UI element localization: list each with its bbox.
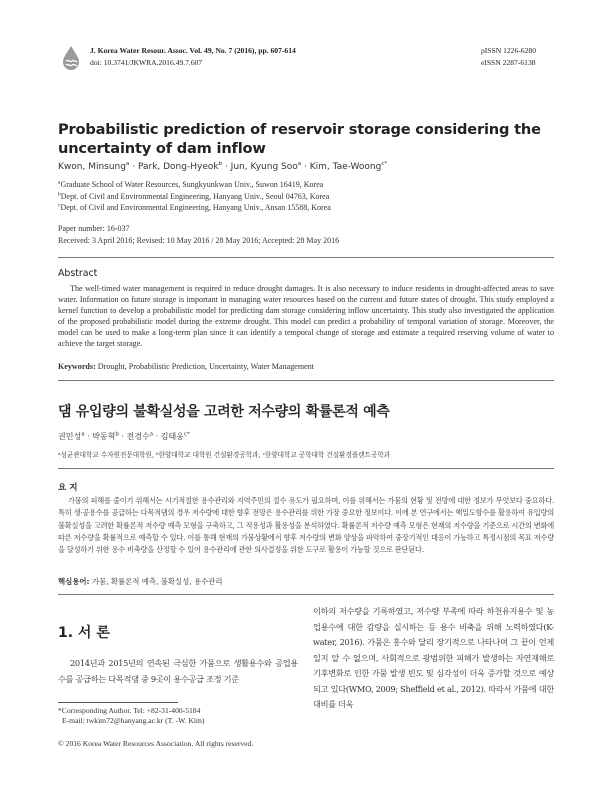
korean-keywords-text: 가뭄, 확률론적 예측, 불확실성, 용수관리 xyxy=(89,577,223,586)
eissn: eISSN 2287-6138 xyxy=(480,58,536,67)
paper-info xyxy=(58,223,339,246)
affiliation-a xyxy=(58,179,331,191)
affiliation-b xyxy=(58,191,331,203)
korean-abstract-heading: 요 지 xyxy=(58,483,78,493)
journal-logo-icon xyxy=(60,44,82,72)
section-1-heading: 1. 서 론 xyxy=(58,625,110,641)
korean-title: 댐 유입량의 불확실성을 고려한 저수량의 확률론적 예측 xyxy=(58,404,390,420)
author-4-sup: c* xyxy=(381,161,388,167)
copyright: © 2016 Korea Water Resources Association. All rights reserved. xyxy=(58,739,254,748)
korean-author-2-sup: b xyxy=(115,431,119,438)
author-1-sup: a xyxy=(125,161,130,167)
keywords-text: Drought, Probabilistic Prediction, Uncertainty, Water Management xyxy=(95,362,315,371)
affiliation-a-text: Graduate School of Water Resources, Sungkyunkwan Univ., Suwon 16419, Korea xyxy=(60,180,324,189)
section-1-right-column: 이하의 저수량을 기록하였고, 저수량 부족에 따라 하천유지용수 및 농업용수에 대한 감량을 실시하는 등 용수 비축을 위해 노력하였다(K-water, 2016). 가뭄은 홍수와 달리 장기적으로 나타나며 그 끝이 언제일지 알 수 없으며, 사회적으로 광범위한 피해가 발생하는 자연재해로 기후변화로 인한 가뭄 발생 빈도 및 심각성이 더욱 증가할 것으로 예상되고 있다(WMO, 2009; Sheffield et al., 2012). 따라서 가뭄에 대한 대비를 더욱 xyxy=(313,606,554,709)
korean-author-4[interactable]: 김태웅 xyxy=(160,432,184,441)
affiliation-c-text: Dept. of Civil and Environmental Engineering, Hanyang Univ., Ansan 15588, Korea xyxy=(60,203,331,212)
author-4[interactable]: Kim, Tae-Woong xyxy=(309,162,382,172)
author-3-sup: a xyxy=(297,161,302,167)
journal-header xyxy=(90,45,296,69)
author-1[interactable]: Kwon, Minsung xyxy=(58,162,126,172)
footnote-contact: *Corresponding Author. Tel: +82-31-400-5184 xyxy=(58,706,201,715)
author-list: Kwon, Minsung$^a$ · Park, Dong-Hyeok$^b$ · Jun, Kyung Soo$^a$ · Kim, Tae-Woong$^{c*}$ xyxy=(58,161,388,172)
affiliations xyxy=(58,179,331,214)
korean-author-list: 권민성$^a$ · 박동혁$^b$ · 전경수$^a$ · 김태웅$^{c*}$ xyxy=(58,431,190,441)
divider-top xyxy=(58,257,554,258)
journal-citation: J. Korea Water Resour. Assoc. Vol. 49, No. 7 (2016), pp. 607-614 xyxy=(90,46,296,55)
author-3[interactable]: Jun, Kyung Soo xyxy=(230,162,298,172)
affiliation-c xyxy=(58,202,331,214)
paper-title: Probabilistic prediction of reservoir storage considering the uncertainty of dam inflow xyxy=(58,121,541,157)
affiliation-b-text: Dept. of Civil and Environmental Engineering, Hanyang Univ., Seoul 04763, Korea xyxy=(60,191,330,201)
divider-korean xyxy=(58,468,554,469)
affiliation-c-sup: c xyxy=(58,202,61,209)
korean-keywords-label: 핵심용어: xyxy=(58,577,90,586)
section-1-left-column: 2014년과 2015년의 연속된 극심한 가뭄으로 생활용수와 공업용수를 공급하는 다목적댐 중 9곳이 용수공급 조정 기준 xyxy=(58,658,298,684)
paper-dates: Received: 3 April 2016; Revised: 10 May 2016 / 28 May 2016; Accepted: 28 May 2016 xyxy=(58,235,340,245)
issn-block xyxy=(481,45,536,69)
affiliation-a-sup: a xyxy=(58,179,61,186)
divider-middle xyxy=(58,380,554,381)
footnote-rule xyxy=(58,702,178,703)
pissn: pISSN 1226-6280 xyxy=(480,46,536,55)
abstract-text: The well-timed water management is required to reduce drought damages. It is also necessary to induce residents in drought-affected areas to save water. Information on future storage is important in managing water resources based on the current and future states of drought. This study employed a kernel function to develop a probabilistic model for predicting dam storage considering inflow uncertainty. This study also investigated the application of the proposed probabilistic model during the extreme drought. This model can predict a probability of temporal variation of storage. Moreover, the model can be used to make a long-term plan since it can identify a temporal change of storage and estimate a required reserving volume of water to achieve the target storage. xyxy=(58,284,554,349)
korean-abstract-text: 가뭄의 피해를 줄이기 위해서는 시기적절한 용수관리와 지역주민의 절수 유도가 필요하며, 이를 위해서는 가뭄의 현황 및 전망에 대한 정보가 무엇보다 중요하다. 특히 생·공용수를 공급하는 다목적댐의 경우 저수량에 대한 향후 전망은 용수관리를 위한 가장 중요한 정보이다. 이에 본 연구에서는 핵밀도함수를 활용하여 유입량의 불확실성을 고려한 확률론적 저수량 예측 모형을 구축하고, 그 적용성과 활용성을 분석하였다. 확률론적 저수량 예측 모형은 현재의 저수량을 기준으로 시간의 변화에 따른 저수량을 확률적으로 예측할 수 있다. 이를 통해 현재의 가뭄상황에서 향후 저수량의 변화 양상을 파악하여 중장기적인 대응이 가능하고 특정시점의 목표 저수량을 달성하기 위한 용수 비축량을 산정할 수 있어 용수관리에 관한 의사결정을 위한 도구로 활용이 가능할 것으로 판단된다. xyxy=(58,496,554,555)
korean-affiliations: ᵃ성균관대학교 수자원전문대학원, ᵇ한양대학교 대학원 건설환경공학과, ᶜ한양대학교 공학대학 건설환경플랜트공학과 xyxy=(58,451,391,459)
author-2-sup: b xyxy=(218,161,223,167)
keywords xyxy=(58,362,314,371)
affiliation-b-sup: b xyxy=(58,190,61,197)
korean-author-4-sup: c* xyxy=(183,431,190,438)
keywords-label: Keywords: xyxy=(58,362,96,371)
korean-author-1-sup: a xyxy=(81,431,85,438)
footnote-email[interactable]: E-mail: twkim72@hanyang.ac.kr (T. -W. Kim) xyxy=(62,716,205,725)
korean-author-3-sup: a xyxy=(149,431,154,438)
korean-author-2[interactable]: 박동혁 xyxy=(92,432,116,441)
divider-bottom xyxy=(58,594,554,595)
abstract-heading: Abstract xyxy=(58,268,98,279)
korean-keywords xyxy=(58,576,223,587)
korean-author-3[interactable]: 전경수 xyxy=(126,432,150,441)
corresponding-author-footnote xyxy=(58,706,204,726)
doi-link[interactable]: doi: 10.3741/JKWRA.2016.49.7.607 xyxy=(90,58,203,67)
korean-author-1[interactable]: 권민성 xyxy=(58,432,82,441)
paper-number: Paper number: 16-037 xyxy=(58,224,130,233)
author-2[interactable]: Park, Dong-Hyeok xyxy=(137,162,219,172)
